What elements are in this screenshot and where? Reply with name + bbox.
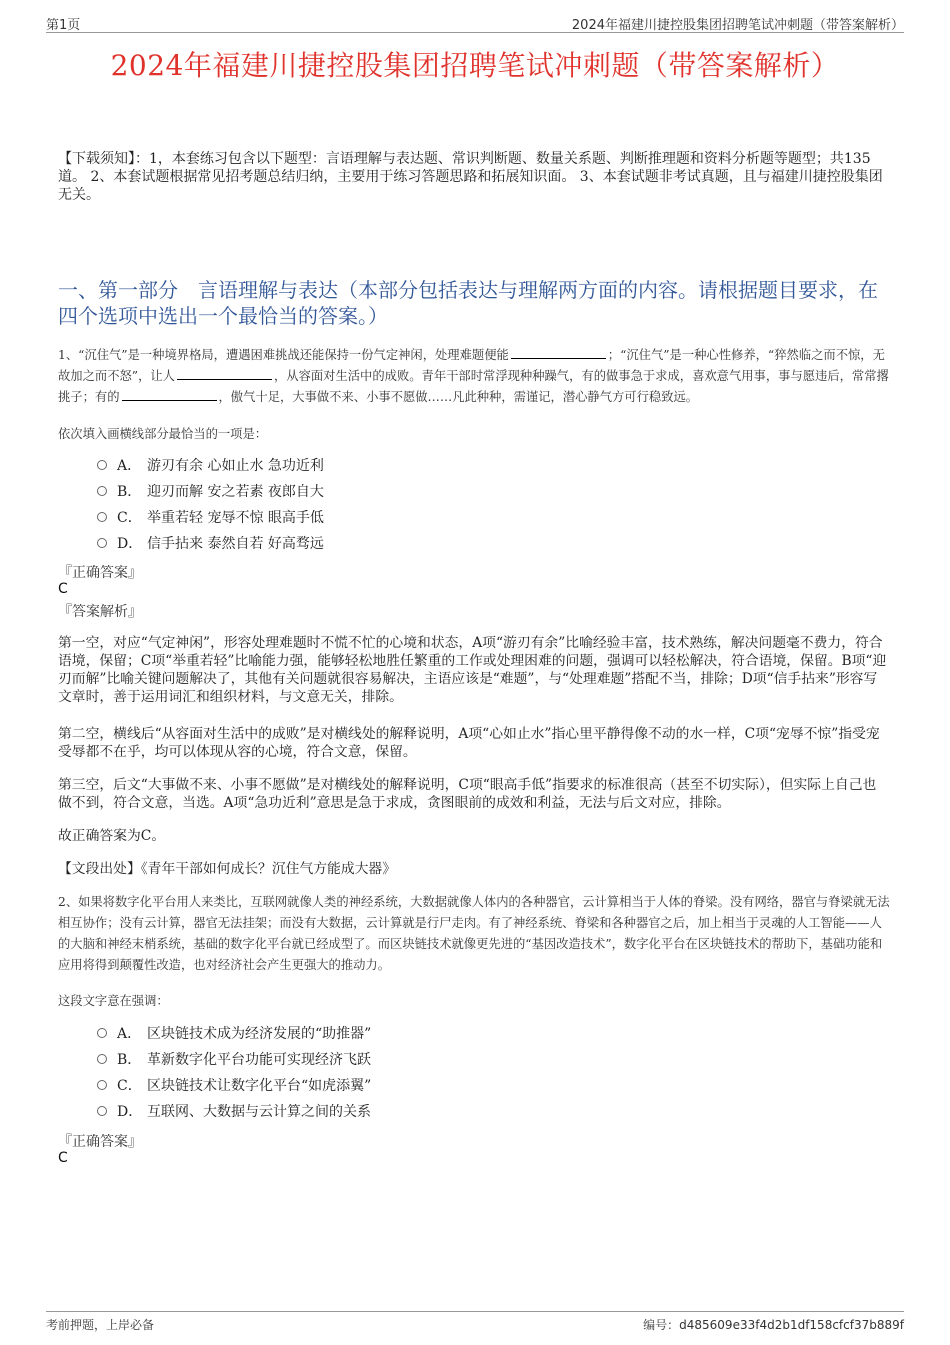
analysis-paragraph-1: 第一空，对应“气定神闲”，形容处理难题时不慌不忙的心境和状态，A项“游刃有余”比喻经验丰富，技术熟练，解决问题毫不费力，符合语境，保留；C项“举重若轻”比喻能力强，能够轻松地胜任繁重的工作或处理困难的问题，强调可以轻松解决，符合语境，保留。B项“迎刃而解”比喻关键问题解决了，其他有关问题就很容易解决，主语应该是“难题”，与“处理难题”搭配不当，排除；D项“信手拈来”形容写文章时，善于运用词汇和组织材料，与文意无关，排除。 bbox=[58, 635, 887, 705]
question-2-option-c[interactable]: C． 区块链技术让数字化平台“如虎添翼” bbox=[97, 1075, 371, 1097]
radio-icon[interactable] bbox=[97, 1028, 107, 1038]
question-1-text-4: ，傲气十足，大事做不来、小事不愿做……凡此种种，需谨记，潜心静气方可行稳致远。 bbox=[218, 390, 699, 404]
header-doc-title: 2024年福建川捷控股集团招聘笔试冲刺题（带答案解析） bbox=[571, 18, 904, 33]
question-2-ask: 这段文字意在强调： bbox=[58, 994, 169, 1008]
radio-icon[interactable] bbox=[97, 1054, 107, 1064]
answer-value-2: C bbox=[58, 1150, 68, 1166]
radio-icon[interactable] bbox=[97, 512, 107, 522]
analysis-conclusion: 故正确答案为C。 bbox=[58, 828, 166, 844]
fill-blank-2 bbox=[177, 367, 272, 380]
question-1-option-a[interactable]: A． 游刃有余 心如止水 急功近利 bbox=[97, 455, 324, 477]
radio-icon[interactable] bbox=[97, 486, 107, 496]
question-2-option-a[interactable]: A． 区块链技术成为经济发展的“助推器” bbox=[97, 1023, 371, 1045]
question-2-stem: 2、如果将数字化平台用人来类比，互联网就像人类的神经系统，大数据就像人体内的各种器官，云计算相当于人体的脊梁。没有网络，器官与脊梁就无法相互协作；没有云计算，器官无法挂架；而没有大数据，云计算就是行尸走肉。有了神经系统、脊梁和各种器官之后，加上相当于灵魂的人工智能——人的大脑和神经末梢系统，基础的数字化平台就已经成型了。而区块链技术就像更先进的“基因改造技术”，数字化平台在区块链技术的帮助下，基础功能和应用将得到颠覆性改造，也对经济社会产生更强大的推动力。 bbox=[58, 895, 890, 972]
download-notice: 【下载须知】：1，本套练习包含以下题型：言语理解与表达题、常识判断题、数量关系题、判断推理题和资料分析题等题型；共135道。 2、本套试题根据常见招考题总结归纳，主要用于练习答题思路和拓展知识面。 3、本套试题非考试真题，且与福建川捷控股集团无关。 bbox=[58, 151, 883, 203]
answer-value: C bbox=[58, 581, 68, 597]
question-1-text-1: 1、“沉住气”是一种境界格局，遭遇困难挑战还能保持一份气定神闲，处理难题便能 bbox=[58, 348, 509, 362]
analysis-paragraph-3: 第三空，后文“大事做不来、小事不愿做”是对横线处的解释说明，C项“眼高手低”指要求的标准很高（甚至不切实际），但实际上自己也做不到，符合文意，当选。A项“急功近利”意思是急于求成，贪图眼前的成效和利益，无法与后文对应，排除。 bbox=[58, 777, 877, 811]
fill-blank-1 bbox=[511, 346, 606, 359]
analysis-paragraph-2: 第二空，横线后“从容面对生活中的成败”是对横线处的解释说明，A项“心如止水”指心里平静得像不动的水一样，C项“宠辱不惊”指受宠受辱都不在乎，均可以体现从容的心境，符合文意，保留。 bbox=[58, 726, 880, 760]
radio-icon[interactable] bbox=[97, 1080, 107, 1090]
source-note: 【文段出处】《青年干部如何成长？沉住气方能成大器》 bbox=[58, 861, 397, 877]
answer-label-2: 『正确答案』 bbox=[58, 1134, 142, 1150]
question-1-option-d[interactable]: D． 信手拈来 泰然自若 好高骛远 bbox=[97, 533, 324, 555]
question-1-stem bbox=[58, 345, 892, 408]
footer-slogan: 考前押题，上岸必备 bbox=[46, 1318, 155, 1332]
question-1-ask: 依次填入画横线部分最恰当的一项是： bbox=[58, 427, 268, 441]
radio-icon[interactable] bbox=[97, 538, 107, 548]
question-1-text-2: ；“沉住气”是一种心性修养，“猝然临之而不惊，无故加之而不怒”，让人 bbox=[58, 348, 885, 383]
question-2-option-b[interactable]: B． 革新数字化平台功能可实现经济飞跃 bbox=[97, 1049, 371, 1071]
question-1-option-c[interactable]: C． 举重若轻 宠辱不惊 眼高手低 bbox=[97, 507, 324, 529]
analysis-label: 『答案解析』 bbox=[58, 604, 142, 620]
page-number: 第1页 bbox=[46, 18, 81, 33]
page-header bbox=[46, 12, 904, 33]
radio-icon[interactable] bbox=[97, 1106, 107, 1116]
page-title: 2024年福建川捷控股集团招聘笔试冲刺题（带答案解析） bbox=[110, 49, 840, 82]
page-footer bbox=[46, 1311, 904, 1334]
fill-blank-3 bbox=[122, 388, 217, 401]
question-1-option-b[interactable]: B． 迎刃而解 安之若素 夜郎自大 bbox=[97, 481, 324, 503]
question-1-text-3: ，从容面对生活中的成败。青年干部时常浮现种种躁气，有的做事急于求成，喜欢意气用事，事与愿违后，常常撂挑子；有的 bbox=[58, 369, 889, 404]
footer-code: 编号：d485609e33f4d2b1df158cfcf37b889f bbox=[643, 1318, 904, 1332]
section-heading: 一、第一部分 言语理解与表达（本部分包括表达与理解两方面的内容。请根据题目要求，在四个选项中选出一个最恰当的答案。） bbox=[58, 278, 878, 328]
radio-icon[interactable] bbox=[97, 460, 107, 470]
answer-label: 『正确答案』 bbox=[58, 565, 142, 581]
question-2-option-d[interactable]: D． 互联网、大数据与云计算之间的关系 bbox=[97, 1101, 371, 1123]
